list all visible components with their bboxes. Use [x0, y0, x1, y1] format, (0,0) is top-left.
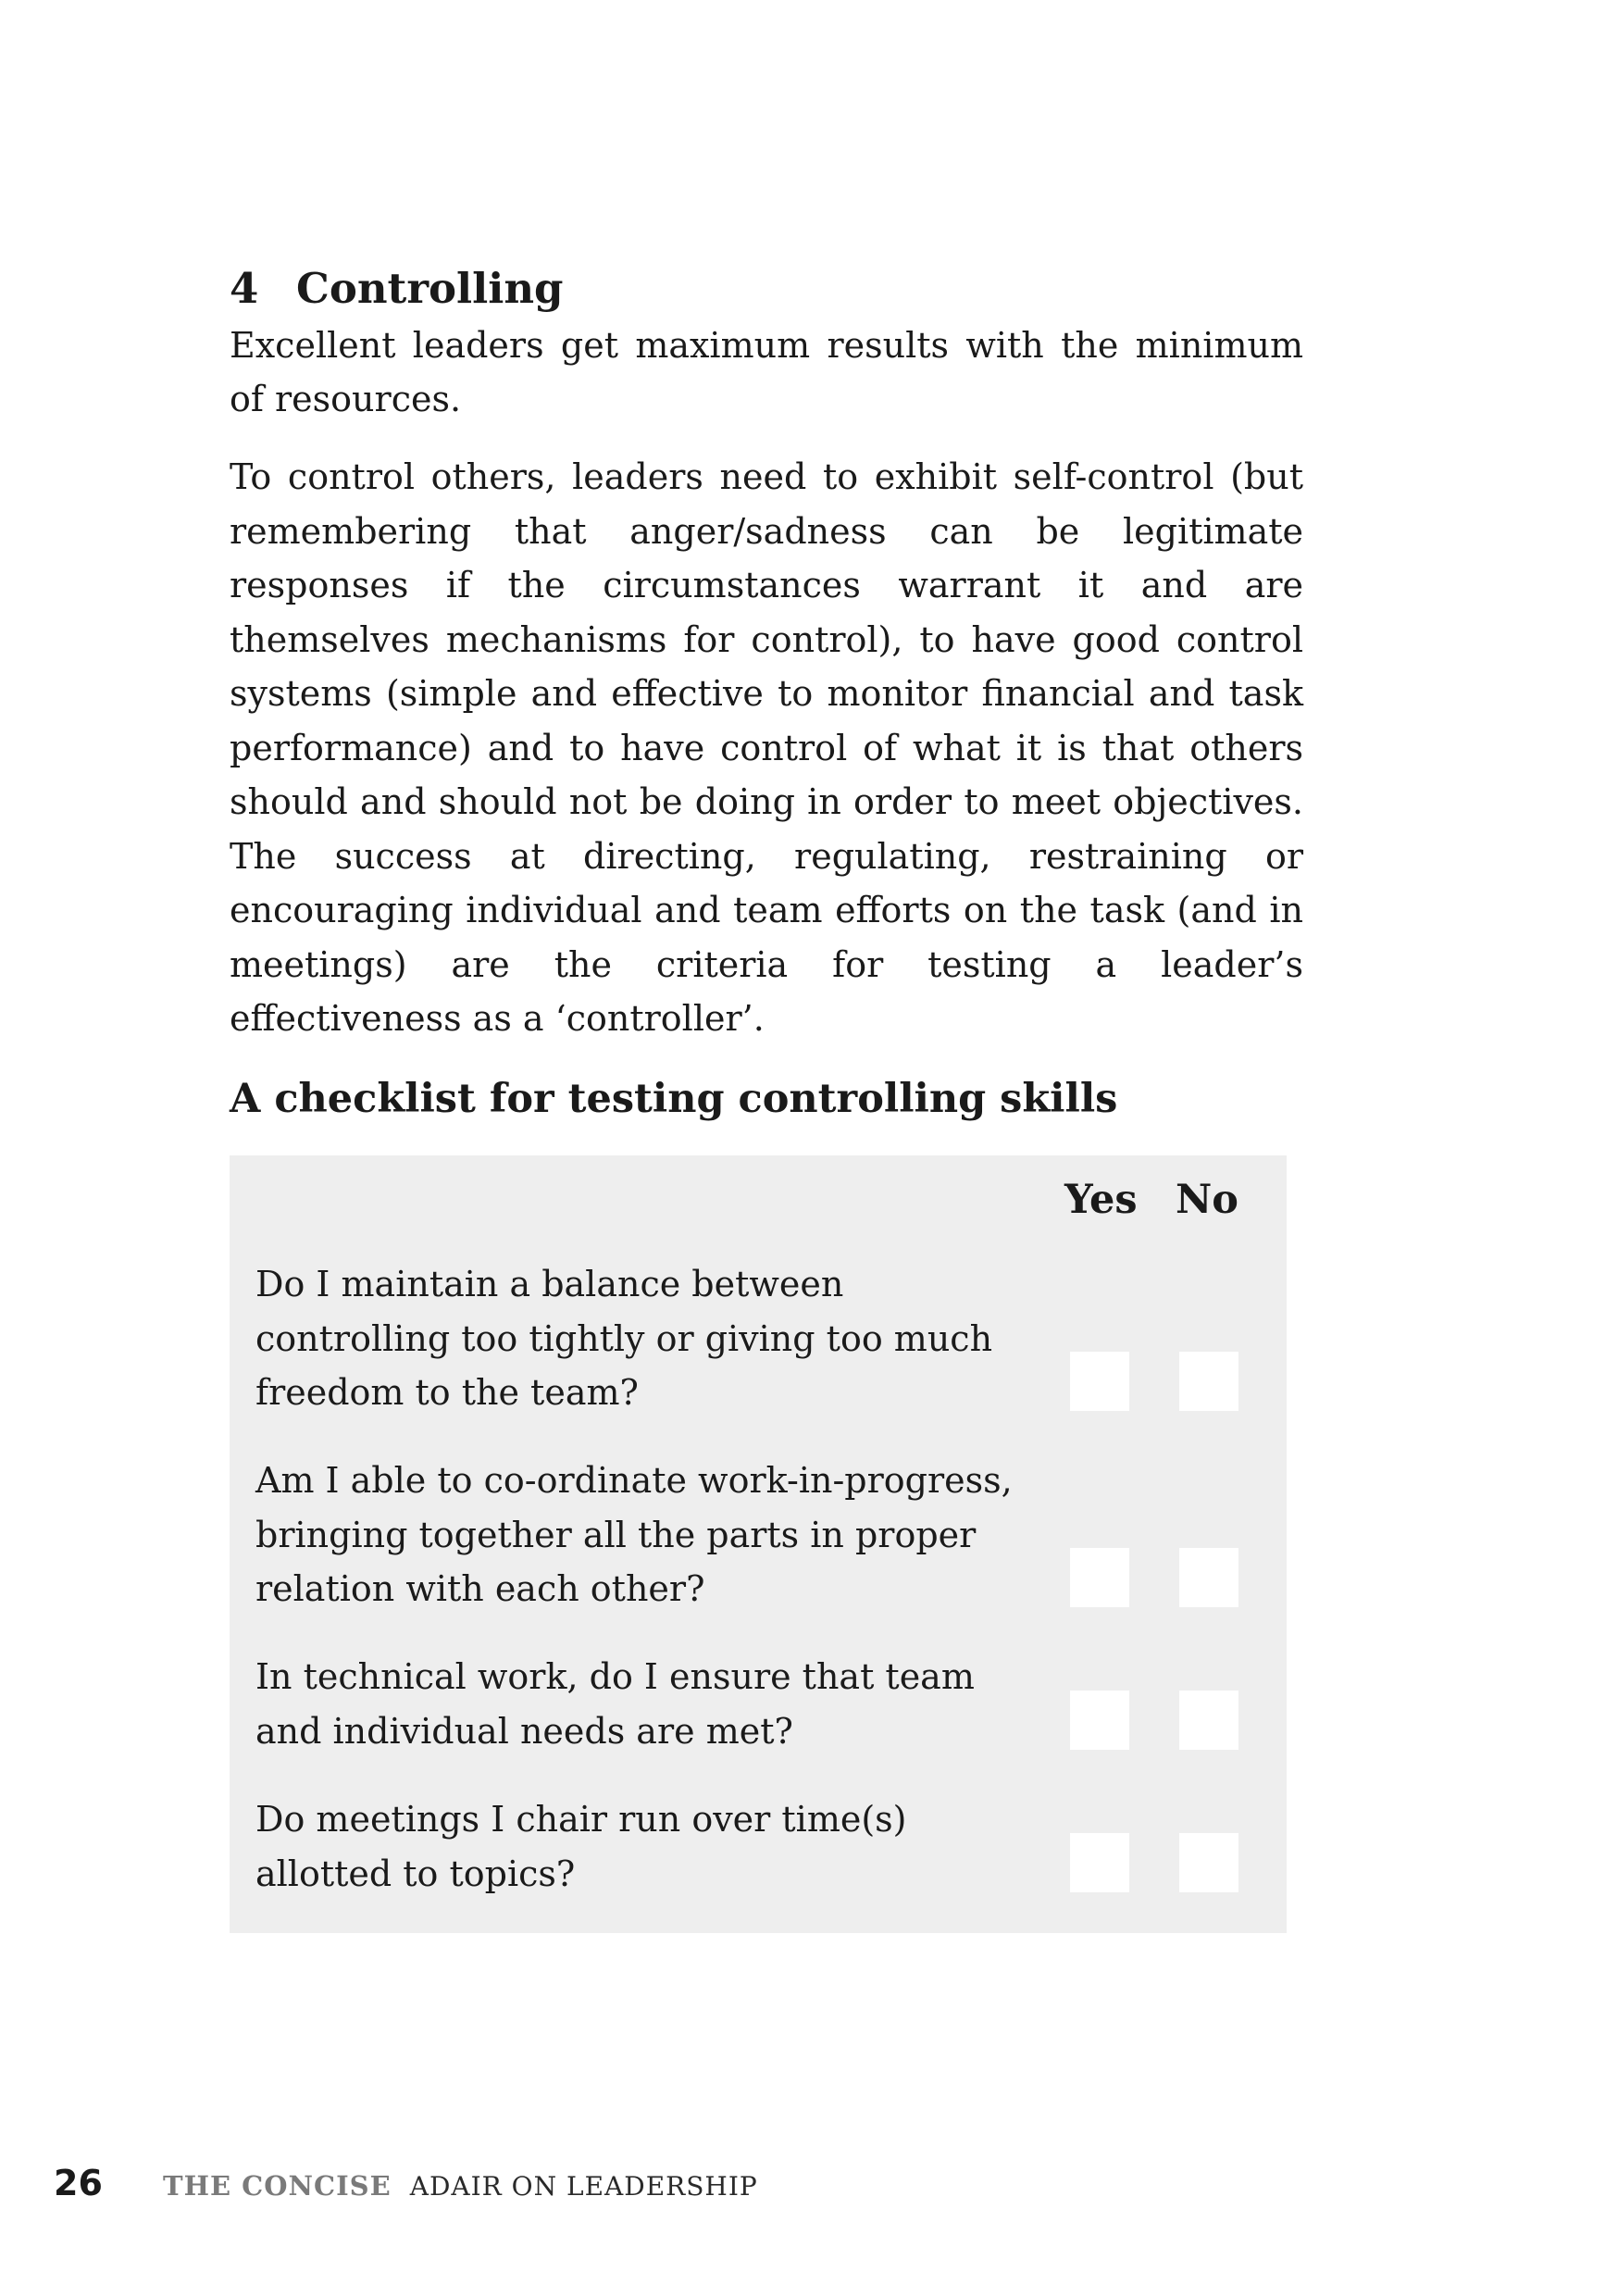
no-checkbox[interactable] — [1179, 1691, 1238, 1750]
no-checkbox[interactable] — [1179, 1352, 1238, 1411]
checklist-question: Am I able to co-ordinate work-in-progress, bringing together all the parts in proper relation with each other? — [255, 1460, 1013, 1609]
no-checkbox[interactable] — [1179, 1833, 1238, 1892]
yes-checkbox[interactable] — [1070, 1833, 1129, 1892]
checklist-title: A checklist for testing controlling skills — [230, 1076, 1118, 1122]
no-checkbox[interactable] — [1179, 1548, 1238, 1607]
main-content — [230, 261, 1303, 1046]
section-lead: Excellent leaders get maximum results with the minimum of resources. — [230, 325, 1303, 419]
page-footer — [54, 2163, 758, 2203]
section-heading — [230, 261, 1303, 317]
checklist-question: Do meetings I chair run over time(s) allotted to topics? — [255, 1799, 907, 1894]
checklist-panel — [230, 1155, 1287, 1933]
yes-checkbox[interactable] — [1070, 1352, 1129, 1411]
book-title: ADAIR ON LEADERSHIP — [409, 2171, 758, 2202]
yes-checkbox[interactable] — [1070, 1691, 1129, 1750]
book-series: THE CONCISE — [163, 2170, 392, 2202]
no-column-header: No — [1176, 1177, 1238, 1223]
checklist-question: In technical work, do I ensure that team and individual needs are met? — [255, 1656, 975, 1752]
section-number: 4 — [230, 264, 259, 313]
yes-column-header: Yes — [1064, 1177, 1138, 1223]
section-body: To control others, leaders need to exhibit self-control (but remembering that anger/sadness can be legitimate responses if the circumstances warrant it and are themselves mechanisms for control), to have good control systems (simple and effective to monitor financial and task performance) and to have control of what it is that others should and should not be doing in order to meet objectives. The success at directing, regulating, restraining or encouraging individual and team efforts on the task (and in meetings) are the criteria for testing a leader’s effectiveness as a ‘controller’. — [230, 456, 1303, 1039]
checklist-question: Do I maintain a balance between controlling too tightly or giving too much freedom to the team? — [255, 1264, 993, 1413]
yes-checkbox[interactable] — [1070, 1548, 1129, 1607]
section-title: Controlling — [296, 264, 564, 313]
page-number: 26 — [54, 2163, 103, 2203]
